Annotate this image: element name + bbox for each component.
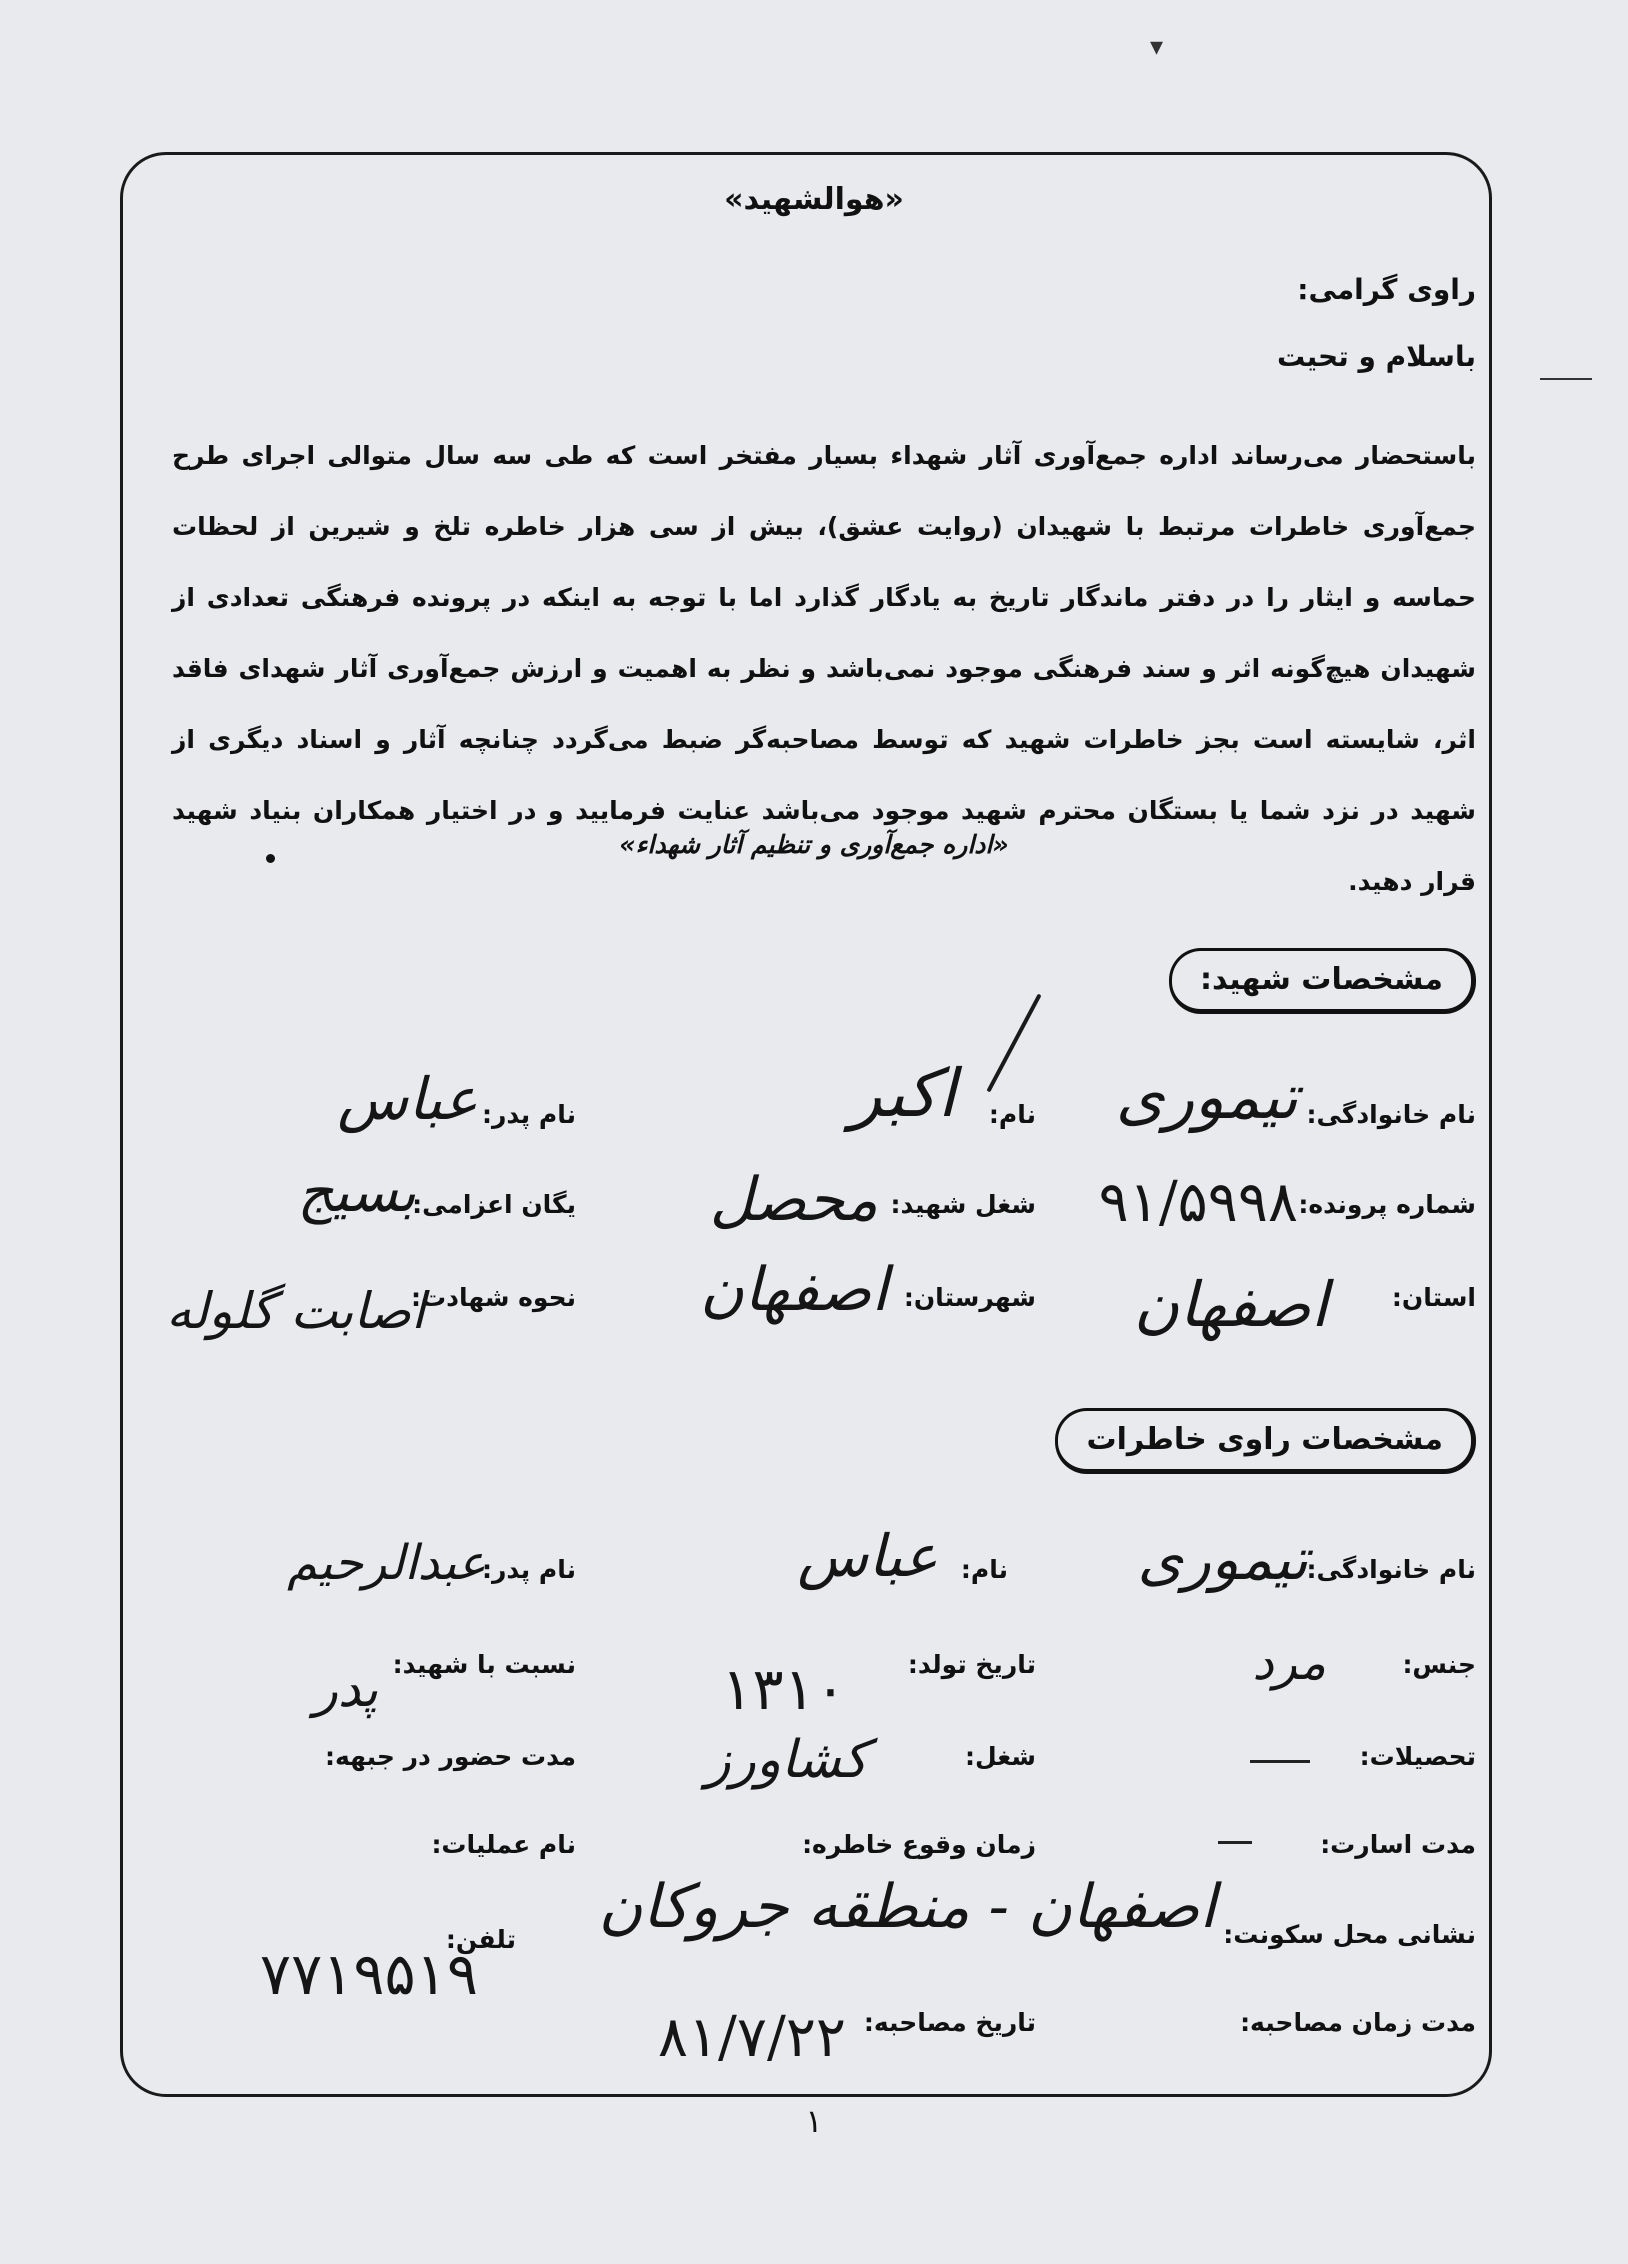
martyr-unit-label: یگان اعزامی: xyxy=(412,1190,576,1219)
martyr-job-label: شغل شهید: xyxy=(890,1190,1036,1219)
martyr-unit-value: بسیج xyxy=(297,1160,416,1225)
narrator-interview-date-label: تاریخ مصاحبه: xyxy=(863,2008,1036,2037)
greeting: باسلام و تحیت xyxy=(1276,340,1476,373)
martyr-first-name-label: نام: xyxy=(988,1100,1036,1129)
letter-body: باستحضار می‌رساند اداره جمع‌آوری آثار شهداء بسیار مفتخر است که طی سه سال متوالی اجرای طرح جمع‌آوری خاطرات مرتبط با شهیدان (روایت عشق)، بیش از سی هزار خاطره تلخ و شیرین از لحظات حماسه و ایثار را در دفتر ماندگار تاریخ به یادگار گذارد اما با توجه به اینکه در پرونده فرهنگی تعدادی از شهیدان هیچ‌گونه اثر و سند فرهنگی موجود نمی‌باشد و نظر به اهمیت و ارزش جمع‌آوری آثار شهدای فاقد اثر، شایسته است بجز خاطرات شهید که توسط مصاحبه‌گر ضبط می‌گردد چنانچه آثار و اسناد دیگری از شهید در نزد شما یا بستگان محترم شهید موجود می‌باشد عنایت فرمایید و در اختیار همکاران بنیاد شهید قرار دهید. xyxy=(172,441,1476,896)
martyr-section-title: مشخصات شهید: xyxy=(1169,948,1476,1014)
page-title: «هوالشهید» xyxy=(724,182,904,217)
martyr-province-label: استان: xyxy=(1391,1283,1476,1312)
narrator-interview-duration-label: مدت زمان مصاحبه: xyxy=(1240,2008,1476,2037)
ink-dot xyxy=(266,854,275,863)
narrator-phone-label: تلفن: xyxy=(445,1925,516,1954)
narrator-father-name-value: عبدالرحیم xyxy=(287,1535,486,1591)
martyr-file-number-value: ۹۱/۵۹۹۸ xyxy=(1098,1170,1298,1235)
narrator-relation-value: پدر xyxy=(313,1660,378,1718)
narrator-operation-label: نام عملیات: xyxy=(431,1830,576,1859)
narrator-family-name-value: تیموری xyxy=(1137,1525,1308,1593)
narrator-relation-label: نسبت با شهید: xyxy=(392,1650,576,1679)
narrator-gender-label: جنس: xyxy=(1402,1650,1476,1679)
narrator-first-name-value: عباس xyxy=(797,1522,938,1590)
narrator-birth-date-label: تاریخ تولد: xyxy=(907,1650,1036,1679)
narrator-education-value xyxy=(1250,1760,1310,1763)
narrator-memory-time-label: زمان وقوع خاطره: xyxy=(802,1830,1036,1859)
letter-signature: «اداره جمع‌آوری و تنظیم آثار شهداء» xyxy=(619,830,1009,859)
salutation: راوی گرامی: xyxy=(1297,273,1476,306)
martyr-father-name-label: نام پدر: xyxy=(481,1100,576,1129)
narrator-section-title: مشخصات راوی خاطرات xyxy=(1055,1408,1476,1474)
martyr-province-value: اصفهان xyxy=(1133,1268,1328,1341)
scan-mark: ▾ xyxy=(1150,32,1164,62)
martyr-father-name-value: عباس xyxy=(337,1065,478,1133)
narrator-family-name-label: نام خانوادگی: xyxy=(1306,1555,1476,1584)
martyr-file-number-label: شماره پرونده: xyxy=(1298,1190,1476,1219)
narrator-job-label: شغل: xyxy=(964,1742,1036,1771)
martyr-city-value: اصفهان xyxy=(700,1255,888,1325)
narrator-birth-date-value: ۱۳۱۰ xyxy=(721,1655,846,1723)
narrator-first-name-label: نام: xyxy=(960,1555,1008,1584)
narrator-interview-date-value: ۸۱/۷/۲۲ xyxy=(657,2005,846,2070)
martyr-first-name-value: اکبر xyxy=(849,1055,956,1132)
narrator-job-value: کشاورز xyxy=(705,1730,868,1790)
narrator-gender-value: مرد xyxy=(1252,1635,1326,1691)
narrator-front-duration-label: مدت حضور در جبهه: xyxy=(325,1742,576,1771)
martyr-martyrdom-value: اصابت گلوله xyxy=(166,1282,425,1340)
narrator-captivity-value xyxy=(1218,1841,1252,1844)
narrator-phone-value: ۷۷۱۹۵۱۹ xyxy=(259,1940,478,2008)
narrator-education-label: تحصیلات: xyxy=(1359,1742,1476,1771)
margin-mark xyxy=(1540,378,1592,380)
martyr-martyrdom-label: نحوه شهادت: xyxy=(411,1283,576,1312)
narrator-captivity-label: مدت اسارت: xyxy=(1320,1830,1476,1859)
martyr-job-value: محصل xyxy=(709,1165,878,1235)
martyr-city-label: شهرستان: xyxy=(903,1283,1036,1312)
narrator-address-value: اصفهان - منطقه جروکان xyxy=(598,1872,1216,1942)
narrator-father-name-label: نام پدر: xyxy=(481,1555,576,1584)
narrator-address-label: نشانی محل سکونت: xyxy=(1223,1920,1476,1949)
martyr-family-name-label: نام خانوادگی: xyxy=(1306,1100,1476,1129)
martyr-family-name-value: تیموری xyxy=(1115,1060,1298,1133)
page-number: ۱ xyxy=(805,2102,823,2140)
